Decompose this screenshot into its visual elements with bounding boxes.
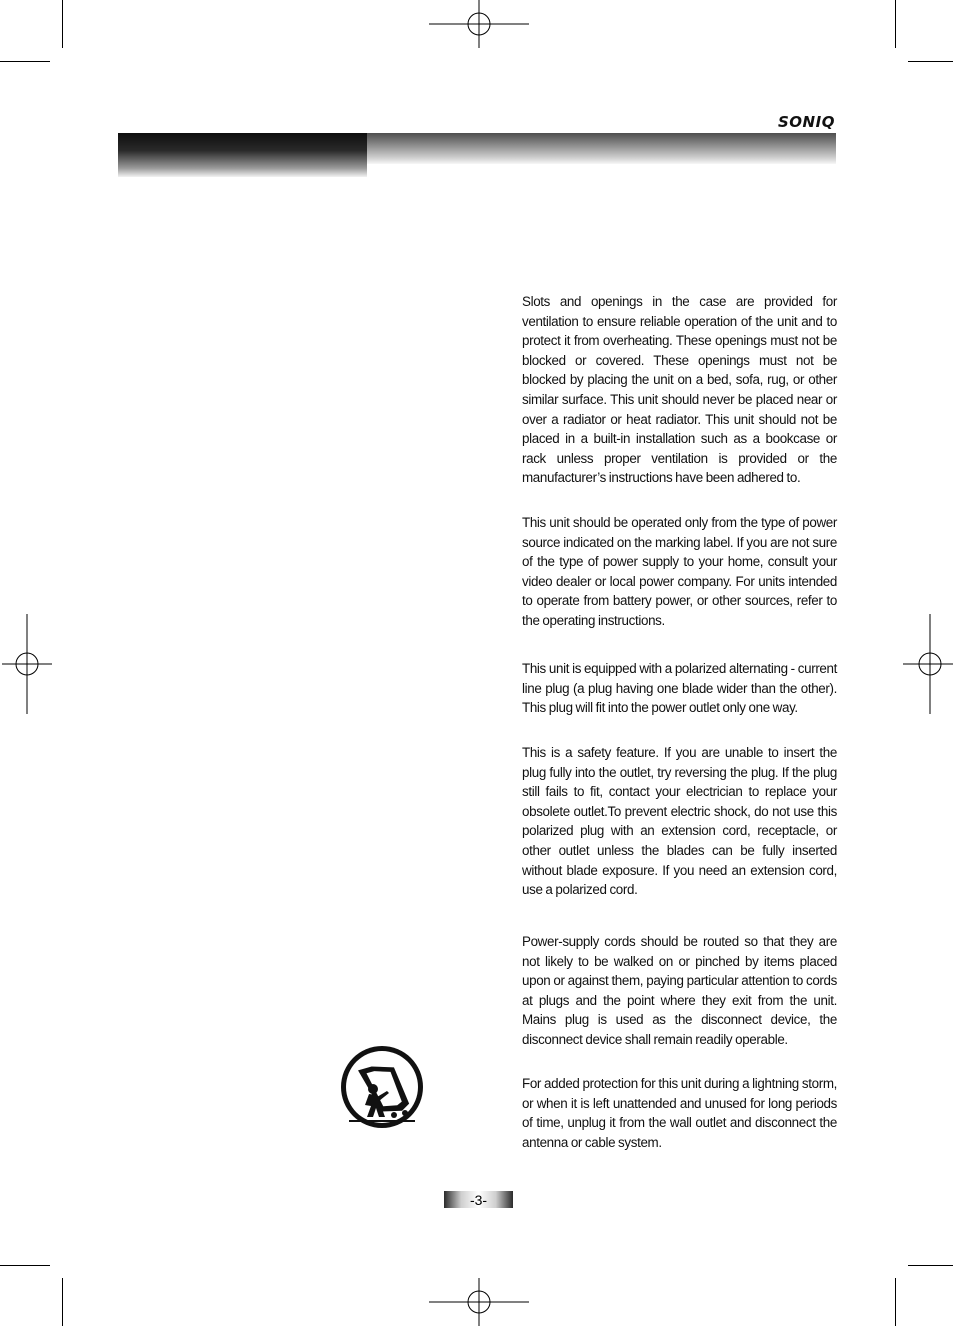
paragraph-safety-feature: This is a safety feature. If you are unable to insert the plug fully into the outlet, try reversing the plug. If the plug still fails to fit, contact your electrician to replace your obsolete outlet.To prevent electric shock, do not use this polarized plug with an extension cord, receptacle, or other outlet unless the blades can be fully inserted without blade exposure. If you need an extension cord, use a polarized cord. bbox=[522, 745, 837, 898]
cart-tip-over-warning-icon bbox=[339, 1045, 425, 1131]
registration-mark-top bbox=[429, 0, 529, 50]
paragraph-power-source: This unit should be operated only from the type of power source indicated on the marking label. If you are not sure of the type of power supply to your home, consult your video dealer or local power company. For units intended to operate from battery power, or other sources, refer to the operating instructions. bbox=[522, 515, 837, 628]
crop-mark bbox=[0, 61, 50, 62]
registration-mark-right bbox=[903, 614, 953, 714]
brand-logo: SONIQ bbox=[778, 113, 835, 131]
paragraph-lightning: For added protection for this unit during a lightning storm, or when it is left unattended and unused for long periods of time, unplug it from the wall outlet and disconnect the antenna or cable system. bbox=[522, 1076, 837, 1150]
crop-mark bbox=[62, 1278, 63, 1326]
header-banner-light bbox=[367, 133, 836, 164]
crop-mark bbox=[62, 0, 63, 48]
paragraph-ventilation: Slots and openings in the case are provided for ventilation to ensure reliable operation of the unit and to protect it from overheating. These openings must not be blocked or covered. These openings must not be blocked by placing the unit on a bed, sofa, rug, or other similar surface. This unit should never be placed near or over a radiator or heat radiator. This unit should not be placed in a built-in installation such as a bookcase or rack unless proper ventilation is provided or the manufacturer’s instructions have been adhered to. bbox=[522, 294, 837, 486]
crop-mark bbox=[895, 1278, 896, 1326]
crop-mark bbox=[908, 1265, 953, 1266]
paragraph-power-cords: Power-supply cords should be routed so that they are not likely to be walked on or pinched by items placed upon or against them, paying particular attention to cords at plugs and the point where they exit from the unit. Mains plug is used as the disconnect device, the disconnect device shall remain readily operable. bbox=[522, 934, 837, 1047]
registration-mark-bottom bbox=[429, 1276, 529, 1326]
paragraph-polarized-plug: This unit is equipped with a polarized alternating - current line plug (a plug having one blade wider than the other). This plug will fit into the power outlet only one way. bbox=[522, 661, 837, 716]
crop-mark bbox=[895, 0, 896, 48]
registration-mark-left bbox=[0, 614, 52, 714]
crop-mark bbox=[908, 61, 953, 62]
page-number: -3- bbox=[444, 1191, 513, 1208]
crop-mark bbox=[0, 1265, 50, 1266]
header-banner-dark bbox=[118, 133, 367, 177]
